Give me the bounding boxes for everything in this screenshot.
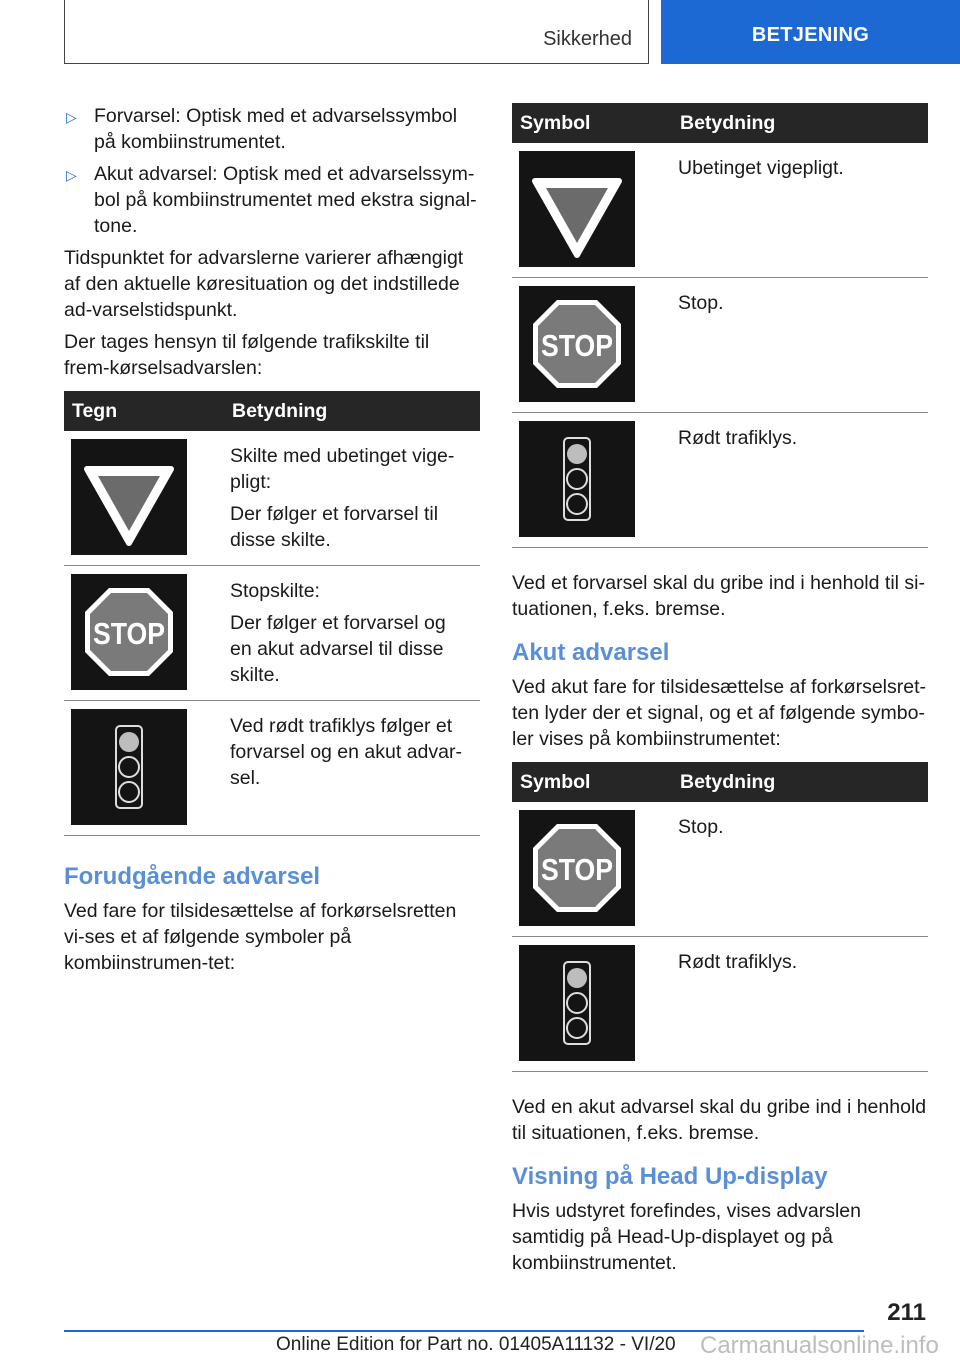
row-text: Stop.: [678, 816, 724, 838]
bullet-text: Akut advarsel: Optisk med et advarselssym-bol på kombiinstrumentet med ekstra signal-tone.: [94, 163, 477, 237]
footer-edition: Online Edition for Part no. 01405A11132 - VI/20: [276, 1334, 676, 1355]
row-text: Der følger et forvarsel til disse skilte.: [230, 503, 439, 551]
section-title: Sikkerhed: [543, 28, 632, 50]
paragraph: Ved fare for tilsidesættelse af forkørselsretten vi-ses et af følgende symboler på kombiinstrumen-tet:: [64, 900, 457, 974]
column-header-sign: Tegn: [64, 391, 230, 431]
traffic-light-icon: [519, 421, 635, 537]
stop-sign-text: STOP: [93, 616, 165, 651]
stop-sign-text: STOP: [541, 852, 613, 887]
stop-sign-icon: [519, 810, 635, 926]
column-header-symbol: Symbol: [512, 103, 678, 143]
row-text: Ved rødt trafiklys følger et forvarsel og en akut advar-sel.: [230, 715, 462, 789]
column-header-symbol: Symbol: [512, 762, 678, 802]
table-row: [512, 143, 928, 278]
table-row: [64, 566, 480, 701]
paragraph: Ved et forvarsel skal du gribe ind i henhold til si-tuationen, f.eks. bremse.: [512, 572, 925, 620]
right-column: [512, 103, 928, 1282]
column-header-meaning: Betydning: [678, 103, 928, 143]
section-heading: Visning på Head Up-display: [512, 1163, 828, 1190]
paragraph: Ved akut fare for tilsidesættelse af forkørselsret-ten lyder der et signal, og et af følgende symbo-ler vises på kombiinstrumentet:: [512, 676, 926, 750]
paragraph: Ved en akut advarsel skal du gribe ind i henhold til situationen, f.eks. bremse.: [512, 1096, 927, 1144]
triangle-bullet-icon: ▷: [66, 167, 77, 183]
bullet-item: [64, 161, 480, 239]
column-header-meaning: Betydning: [230, 391, 480, 431]
row-text: Skilte med ubetinget vige-pligt:: [230, 445, 455, 493]
traffic-light-icon: [519, 945, 635, 1061]
table-row: [64, 701, 480, 836]
page-number: 211: [887, 1299, 926, 1326]
symbols-table-forewarning: [512, 103, 928, 548]
section-heading: Akut advarsel: [512, 639, 670, 666]
symbols-table-acute: [512, 762, 928, 1072]
row-text: Ubetinget vigepligt.: [678, 157, 844, 179]
column-header-meaning: Betydning: [678, 762, 928, 802]
signs-table: [64, 391, 480, 836]
row-text: Stop.: [678, 292, 724, 314]
chapter-tab[interactable]: BETJENING: [661, 0, 960, 64]
table-row: [512, 278, 928, 413]
table-row: [512, 413, 928, 548]
row-text: Der følger et forvarsel og en akut advarsel til disse skilte.: [230, 612, 446, 686]
watermark: Carmanualsonline.info: [700, 1332, 939, 1359]
stop-sign-icon: [519, 286, 635, 402]
row-text: Stopskilte:: [230, 580, 320, 602]
left-column: [64, 103, 480, 982]
bullet-item: [64, 103, 480, 155]
stop-sign-icon: [71, 574, 187, 690]
table-row: [512, 937, 928, 1072]
stop-sign-text: STOP: [541, 328, 613, 363]
yield-sign-icon: [519, 151, 635, 267]
triangle-bullet-icon: ▷: [66, 109, 77, 125]
traffic-light-icon: [71, 709, 187, 825]
bullet-text: Forvarsel: Optisk med et advarselssymbol på kombiinstrumentet.: [94, 105, 458, 153]
table-row: [64, 431, 480, 566]
yield-sign-icon: [71, 439, 187, 555]
row-text: Rødt trafiklys.: [678, 951, 798, 973]
paragraph: Hvis udstyret forefindes, vises advarslen samtidig på Head-Up-displayet og på kombiinstrumentet.: [512, 1200, 861, 1274]
row-text: Rødt trafiklys.: [678, 427, 798, 449]
header-section-box: [64, 0, 649, 64]
table-row: [512, 802, 928, 937]
paragraph: Tidspunktet for advarslerne varierer afhængigt af den aktuelle køresituation og det indstillede ad-varselstidspunkt.: [64, 247, 464, 321]
paragraph: Der tages hensyn til følgende trafikskilte til frem-kørselsadvarslen:: [64, 331, 430, 379]
section-heading: Forudgående advarsel: [64, 863, 321, 890]
